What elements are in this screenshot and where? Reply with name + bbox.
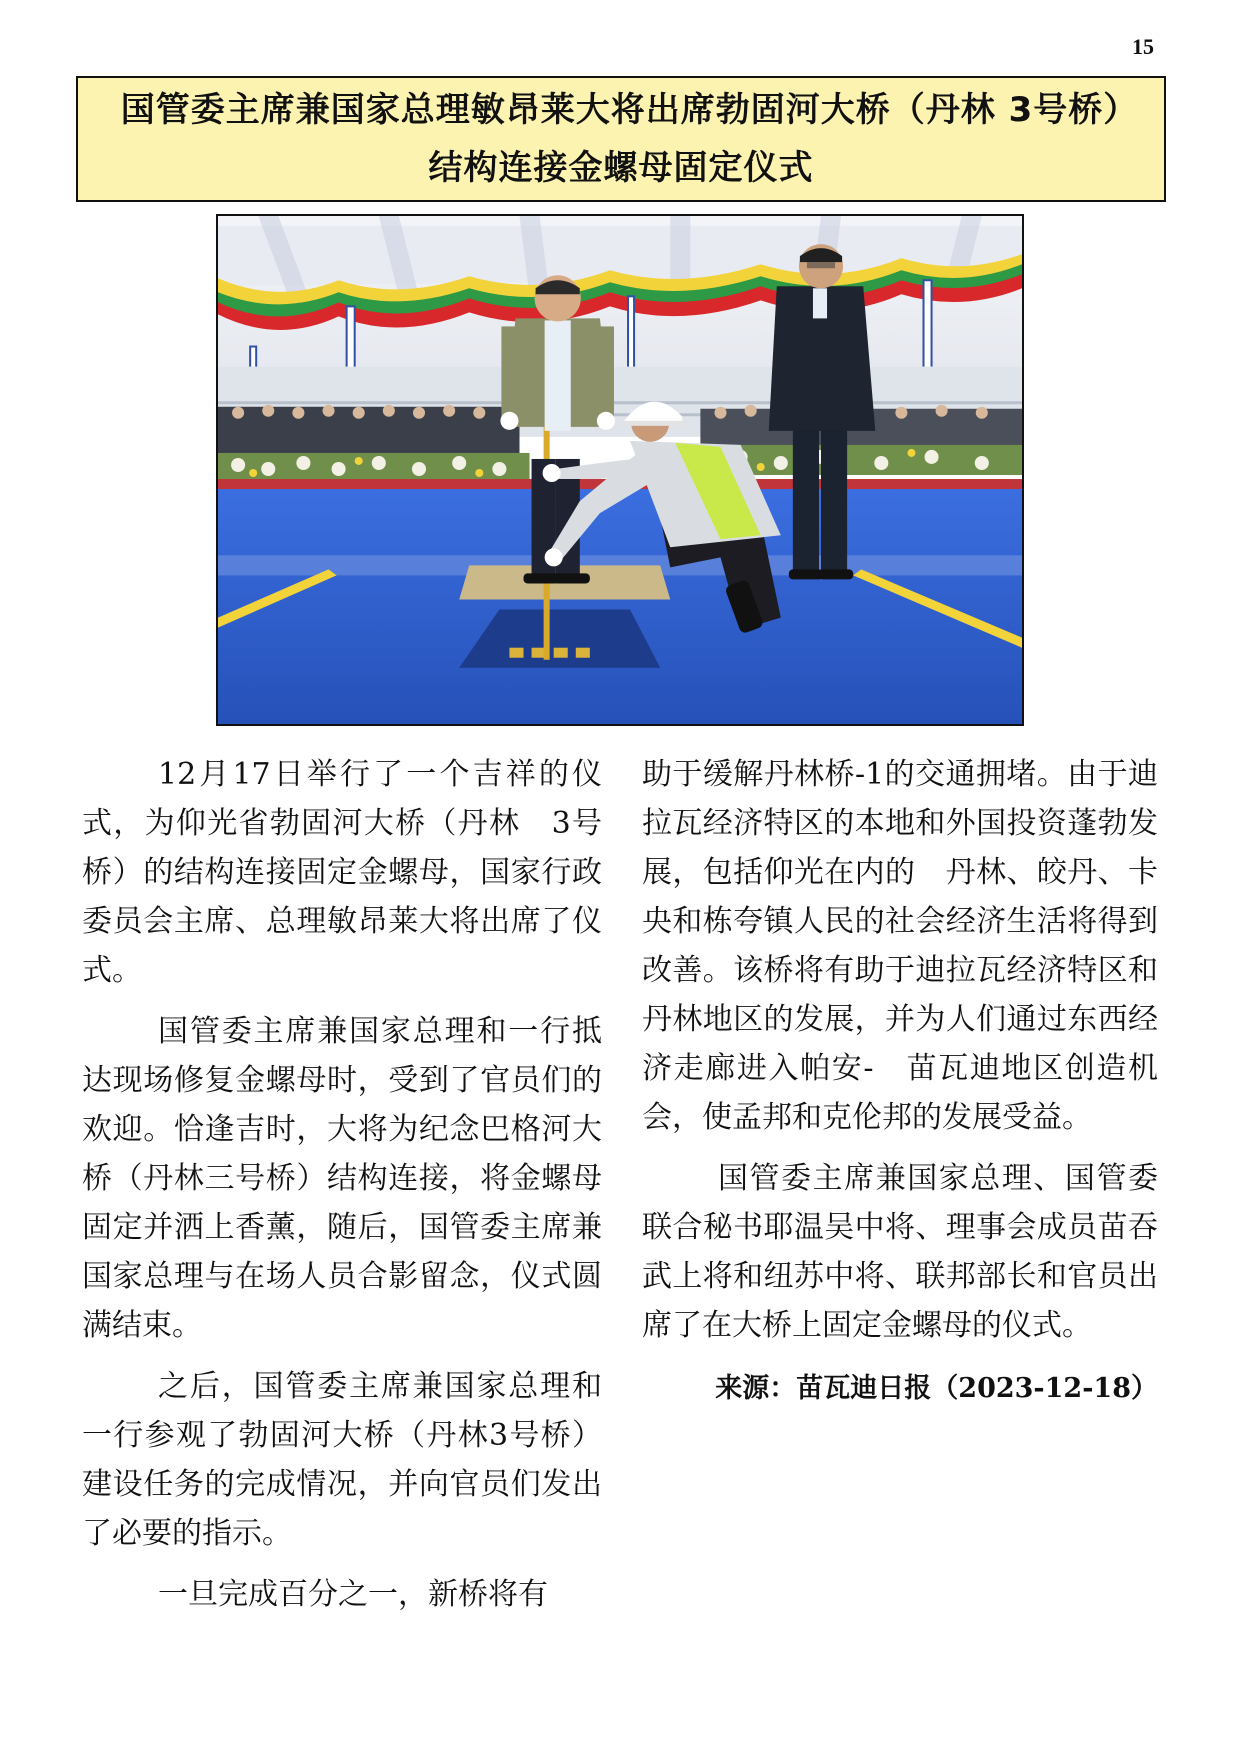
page-number: 15 bbox=[1132, 34, 1154, 59]
article-paragraph: 12月17日举行了一个吉祥的仪式，为仰光省勃固河大桥（丹林 3号桥）的结构连接固定金螺母，国家行政委员会主席、总理敏昂莱大将出席了仪式。 bbox=[82, 757, 602, 988]
article-paragraph: 国管委主席兼国家总理、国管委联合秘书耶温吴中将、理事会成员苗吞武上将和纽苏中将、联邦部长和官员出席了在大桥上固定金螺母的仪式。 bbox=[642, 1161, 1158, 1343]
article-paragraph-continued: 助于缓解丹林桥-1的交通拥堵。由于迪拉瓦经济特区的本地和外国投资蓬勃发展，包括仰光在内的 丹林、皎丹、卡央和栋夸镇人民的社会经济生活将得到改善。该桥将有助于迪拉瓦经济特区和丹林地区的发展，并为人们通过东西经济走廊进入帕安- 苗瓦迪地区创造机会，使孟邦和克伦邦的发展受益。 bbox=[642, 757, 1158, 1135]
headline: 国管委主席兼国家总理敏昂莱大将出席勃固河大桥（丹林 3号桥）结构连接金螺母固定仪式 bbox=[120, 90, 1122, 188]
ceremony-photo-illustration bbox=[218, 216, 1022, 724]
article-paragraph: 一旦完成百分之一，新桥将有 bbox=[158, 1577, 548, 1612]
blue-carpet bbox=[218, 489, 1022, 724]
headline-box bbox=[76, 76, 1166, 202]
article-paragraph: 之后，国管委主席兼国家总理和一行参观了勃固河大桥（丹林3号桥）建设任务的完成情况，并向官员们发出了必要的指示。 bbox=[82, 1369, 602, 1551]
article-column-right bbox=[642, 750, 1158, 1413]
article-paragraph: 国管委主席兼国家总理和一行抵达现场修复金螺母时，受到了官员们的欢迎。恰逢吉时，大将为纪念巴格河大桥（丹林三号桥）结构连接，将金螺母固定并洒上香薰，随后，国管委主席兼国家总理与在场人员合影留念，仪式圆满结束。 bbox=[82, 1014, 602, 1343]
ceremony-photo bbox=[216, 214, 1024, 726]
article-column-left bbox=[82, 750, 602, 1631]
source-credit: 来源：苗瓦迪日报（2023-12-18） bbox=[715, 1373, 1158, 1404]
